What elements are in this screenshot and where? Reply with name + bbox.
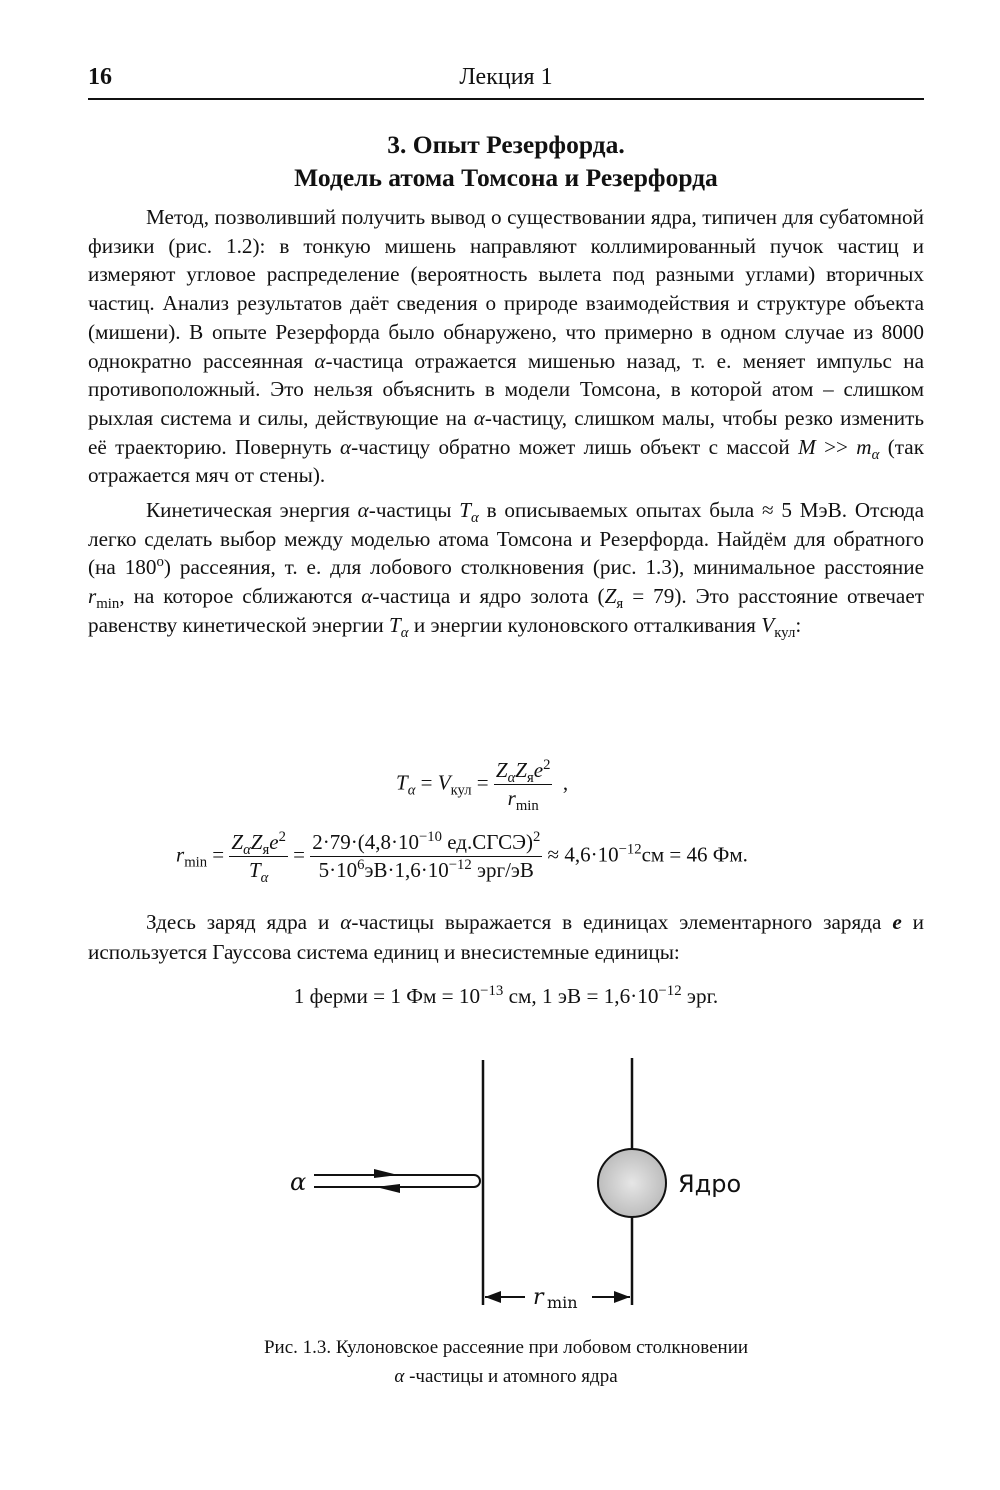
incoming-arrow — [374, 1169, 398, 1178]
alpha-label: α — [290, 1168, 307, 1196]
caption-line-2: α -частицы и атомного ядра — [394, 1366, 618, 1387]
units-definition: 1 ферми = 1 Фм = $10^{-13}$ см, 1 эВ = $1,6\cdot 10^{-12}$ эрг. — [293, 982, 719, 1008]
fraction: $\frac{Z_\alpha Z_яe^2}{r_{min}}$ — [495, 757, 551, 815]
coulomb-scattering-diagram — [270, 1050, 770, 1325]
formula-energy-balance: $T_\alpha = V_{кул}$ = $\frac{Z_\alpha Z_яe^2}{r_{min}}$ , — [396, 757, 569, 815]
body-text — [88, 203, 924, 640]
figure-caption — [88, 1333, 924, 1391]
paragraph-2: Кинетическая энергия α-частицы $T_\alpha$ в описываемых опытах была ≈ 5 МэВ. Отсюда легко сделать выбор между моделью атома Томсона и Резерфорда. Найдём для обратного (на 180$^o$) рассеяния, т. е. для лобового столкновения (рис. 1.3), минимальное расстояние $r_{min}$, на которое сближаются α-частица и ядро золота $(Z_я = 79)$. Это расстояние отвечает равенству кинетической энергии $T_\alpha$ и энергии кулоновского отталкивания $V_{кул}$: — [88, 498, 924, 642]
paragraph-3: Здесь заряд ядра и α-частицы выражается в единицах элементарного заряда e и используется Гауссова система единиц и внесистемные единицы: — [88, 910, 924, 964]
section-title-line-2: Модель атома Томсона и Резерфорда — [294, 163, 718, 192]
fraction: $\frac{2\cdot 79\cdot(4,8\cdot 10^{-10} ед.СГСЭ)^2}{5\cdot 10^6эВ\cdot 1,6\cdot 10^{-12} эрг/эВ}$ — [312, 829, 541, 882]
rmin-dimension — [485, 1285, 630, 1312]
figure-1-3 — [270, 1050, 770, 1325]
rmin-label-r: r — [533, 1285, 544, 1310]
nucleus — [598, 1149, 666, 1217]
paragraph-1: Метод, позволивший получить вывод о существовании ядра, типичен для субатомной физики (рис. 1.2): в тонкую мишень направляют коллимированный пучок частиц и измеряют угловое распределение (вероятность вылета под разными углами) вторичных частиц. Анализ результатов даёт сведения о природе взаимодействия и структуре объекта (мишени). В опыте Резерфорда было обнаружено, что примерно в одном случае из 8000 однократно рассеянная α-частица отражается мишенью назад, т. е. меняет импульс на противоположный. Это нельзя объяснить в модели Томсона, в которой атом – слишком рыхлая система и силы, действующие на α-частицу, слишком малы, чтобы резко изменить её траекторию. Повернуть α-частицу обратно может лишь объект с массой $M >> m_\alpha$ (так отражается мяч от стены). — [88, 205, 925, 488]
nucleus-label: Ядро — [678, 1170, 742, 1198]
alpha-trajectory — [314, 1169, 480, 1193]
section-title-line-1: 3. Опыт Резерфорда. — [387, 130, 625, 159]
fraction: $\frac{Z_\alpha Z_яe^2}{T_\alpha}$ — [231, 829, 286, 887]
section-title — [88, 128, 924, 194]
formula-rmin: $r_{min}$ = $\frac{Z_\alpha Z_яe^2}{T_\alpha}$ = $\frac{2\cdot 79\cdot(4,8\cdot 10^{-10} ед.СГСЭ)^2}{5\cdot 10^6эВ\cdot 1,6\cdot 10^{-12} эрг/эВ}$ ≈ $4,6\cdot 10^{-12}см = 46$ Фм. — [176, 829, 748, 887]
running-head — [88, 64, 924, 100]
caption-line-1: Рис. 1.3. Кулоновское рассеяние при лобовом столкновении — [263, 1337, 749, 1358]
page-number: 16 — [88, 64, 112, 90]
outgoing-arrow — [376, 1184, 400, 1193]
running-title: Лекция 1 — [459, 64, 553, 90]
rmin-label-sub: min — [547, 1293, 578, 1312]
